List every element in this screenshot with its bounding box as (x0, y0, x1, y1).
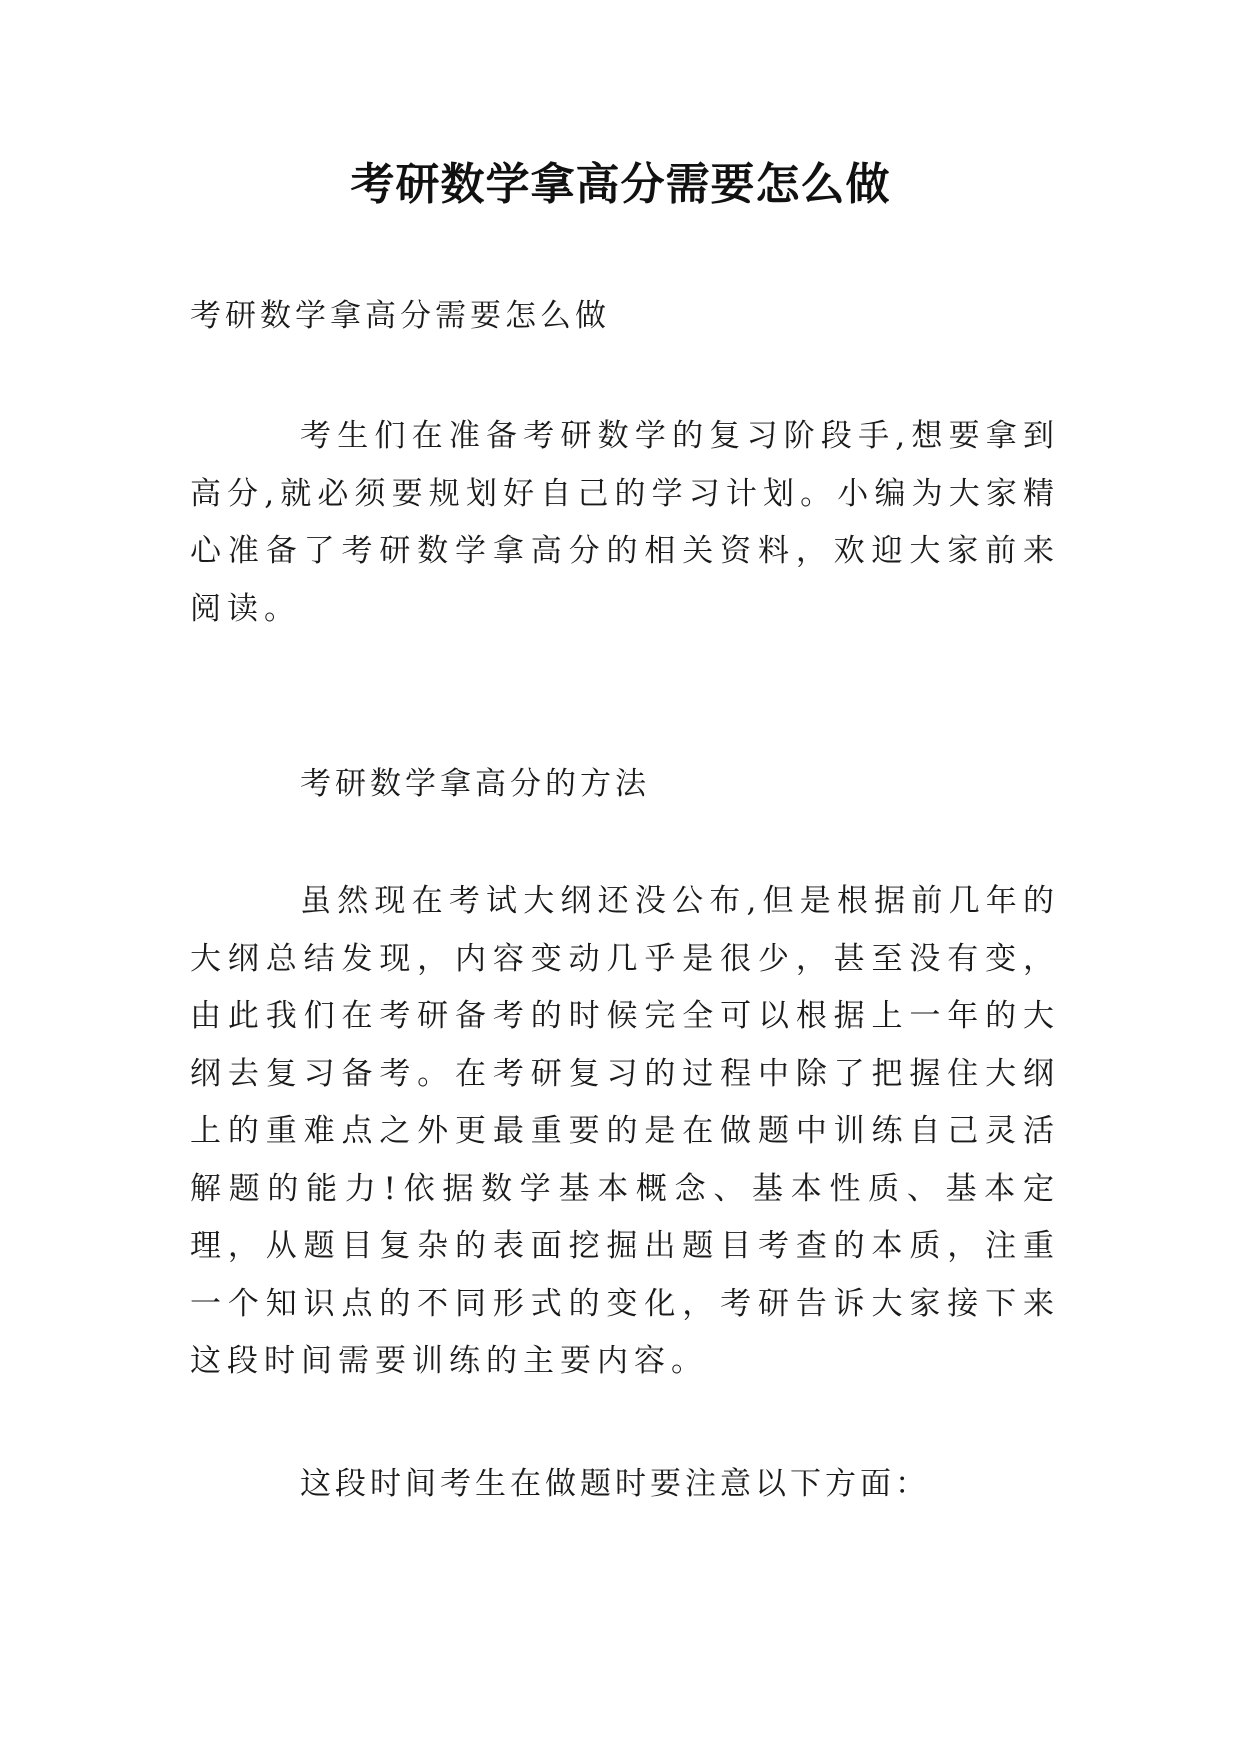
document-subtitle: 考研数学拿高分需要怎么做 (190, 298, 610, 334)
notice-paragraph: 这段时间考生在做题时要注意以下方面： (300, 1466, 930, 1502)
section-heading: 考研数学拿高分的方法 (300, 766, 650, 802)
intro-paragraph: 考生们在准备考研数学的复习阶段手,想要拿到高分,就必须要规划好自己的学习计划。小编为大家精心准备了考研数学拿高分的相关资料，欢迎大家前来阅读。 (190, 418, 1060, 627)
document-title: 考研数学拿高分需要怎么做 (350, 159, 891, 210)
body-paragraph: 虽然现在考试大纲还没公布,但是根据前几年的大纲总结发现，内容变动几乎是很少，甚至没有变，由此我们在考研备考的时候完全可以根据上一年的大纲去复习备考。在考研复习的过程中除了把握住大纲上的重难点之外更最重要的是在做题中训练自己灵活解题的能力!依据数学基本概念、基本性质、基本定理，从题目复杂的表面挖掘出题目考查的本质，注重一个知识点的不同形式的变化，考研告诉大家接下来这段时间需要训练的主要内容。 (190, 883, 1060, 1379)
